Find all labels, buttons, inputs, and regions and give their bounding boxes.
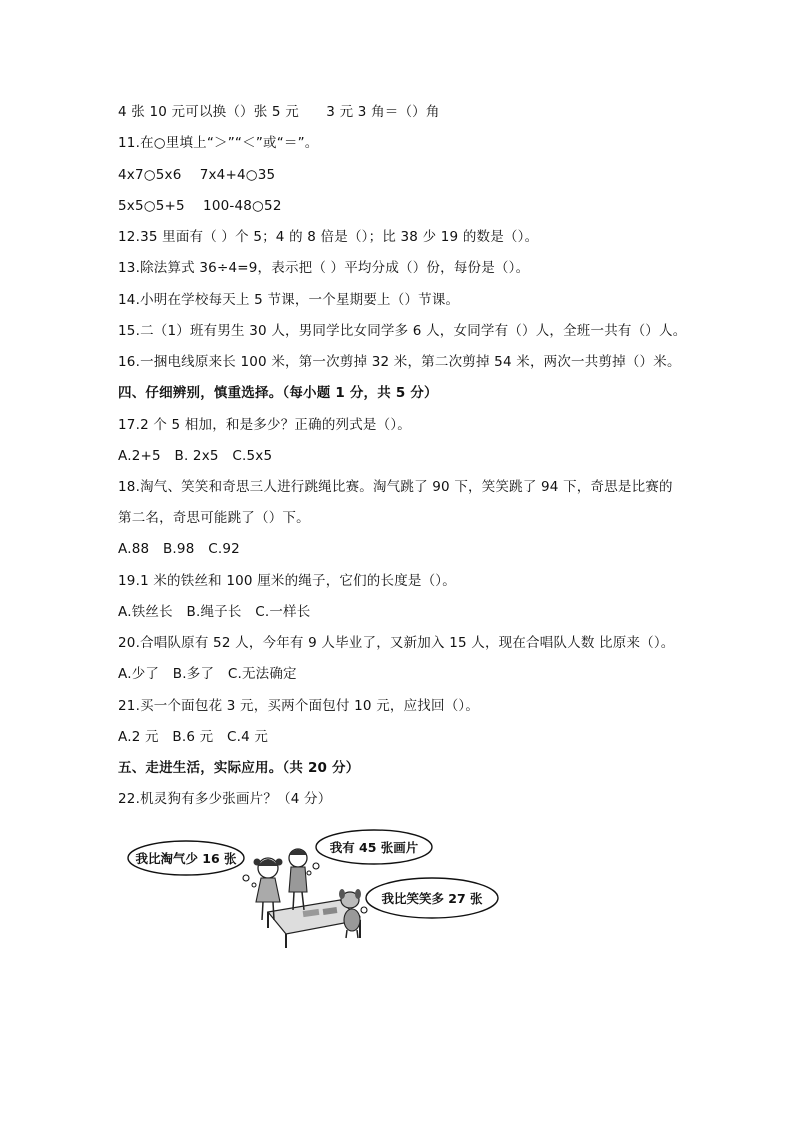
speech-bubble-boy (307, 830, 432, 875)
q12: 12.35 里面有（ ）个 5；4 的 8 倍是（）；比 38 少 19 的数是（）。 (118, 229, 539, 245)
q11-title: 11.在○里填上“＞”“＜”或“＝”。 (118, 135, 319, 151)
q14: 14.小明在学校每天上 5 节课，一个星期要上（）节课。 (118, 292, 460, 308)
q20: 20.合唱队原有 52 人，今年有 9 人毕业了，又新加入 15 人，现在合唱队人数 比原来（）。 (118, 635, 675, 651)
speech-bubble-girl (128, 841, 256, 887)
q13: 13.除法算式 36÷4=9，表示把（ ）平均分成（）份，每份是（）。 (118, 260, 530, 276)
q20-options: A.少了 B.多了 C.无法确定 (118, 666, 297, 682)
q15: 15.二（1）班有男生 30 人，男同学比女同学多 6 人，女同学有（）人，全班一共有（）人。 (118, 323, 687, 339)
q11-row-1: 4x7○5x6 7x4+4○35 (118, 167, 276, 183)
bubble-boy-text: 我有 45 张画片 (329, 840, 419, 855)
q19-options: A.铁丝长 B.绳子长 C.一样长 (118, 604, 311, 620)
q18-line-1: 18.淘气、笑笑和奇思三人进行跳绳比赛。淘气跳了 90 下，笑笑跳了 94 下，奇思是比赛的 (118, 479, 673, 495)
q18-options: A.88 B.98 C.92 (118, 541, 240, 557)
q17: 17.2 个 5 相加，和是多少？正确的列式是（）。 (118, 417, 411, 433)
section-4-title: 四、仔细辨别，慎重选择。（每小题 1 分，共 5 分） (118, 385, 438, 401)
boy-figure (289, 849, 307, 910)
q21: 21.买一个面包花 3 元，买两个面包付 10 元，应找回（）。 (118, 698, 480, 714)
q21-options: A.2 元 B.6 元 C.4 元 (118, 729, 269, 745)
q11-row-2: 5x5○5+5 100-48○52 (118, 198, 282, 214)
section-5-title: 五、走进生活，实际应用。（共 20 分） (118, 760, 360, 776)
bubble-girl-text: 我比淘气少 16 张 (135, 851, 237, 866)
q19: 19.1 米的铁丝和 100 厘米的绳子，它们的长度是（）。 (118, 573, 456, 589)
q18-line-2: 第二名，奇思可能跳了（）下。 (118, 510, 310, 526)
q22: 22.机灵狗有多少张画片？（4 分） (118, 791, 332, 807)
bubble-dog-text: 我比笑笑多 27 张 (381, 891, 483, 906)
cartoon-illustration (118, 822, 508, 952)
q17-options: A.2+5 B. 2x5 C.5x5 (118, 448, 273, 464)
q16: 16.一捆电线原来长 100 米，第一次剪掉 32 米，第二次剪掉 54 米，两次一共剪掉（）米。 (118, 354, 681, 370)
q10-line: 4 张 10 元可以换（）张 5 元 3 元 3 角＝（）角 (118, 104, 440, 120)
speech-bubble-dog (356, 878, 498, 919)
